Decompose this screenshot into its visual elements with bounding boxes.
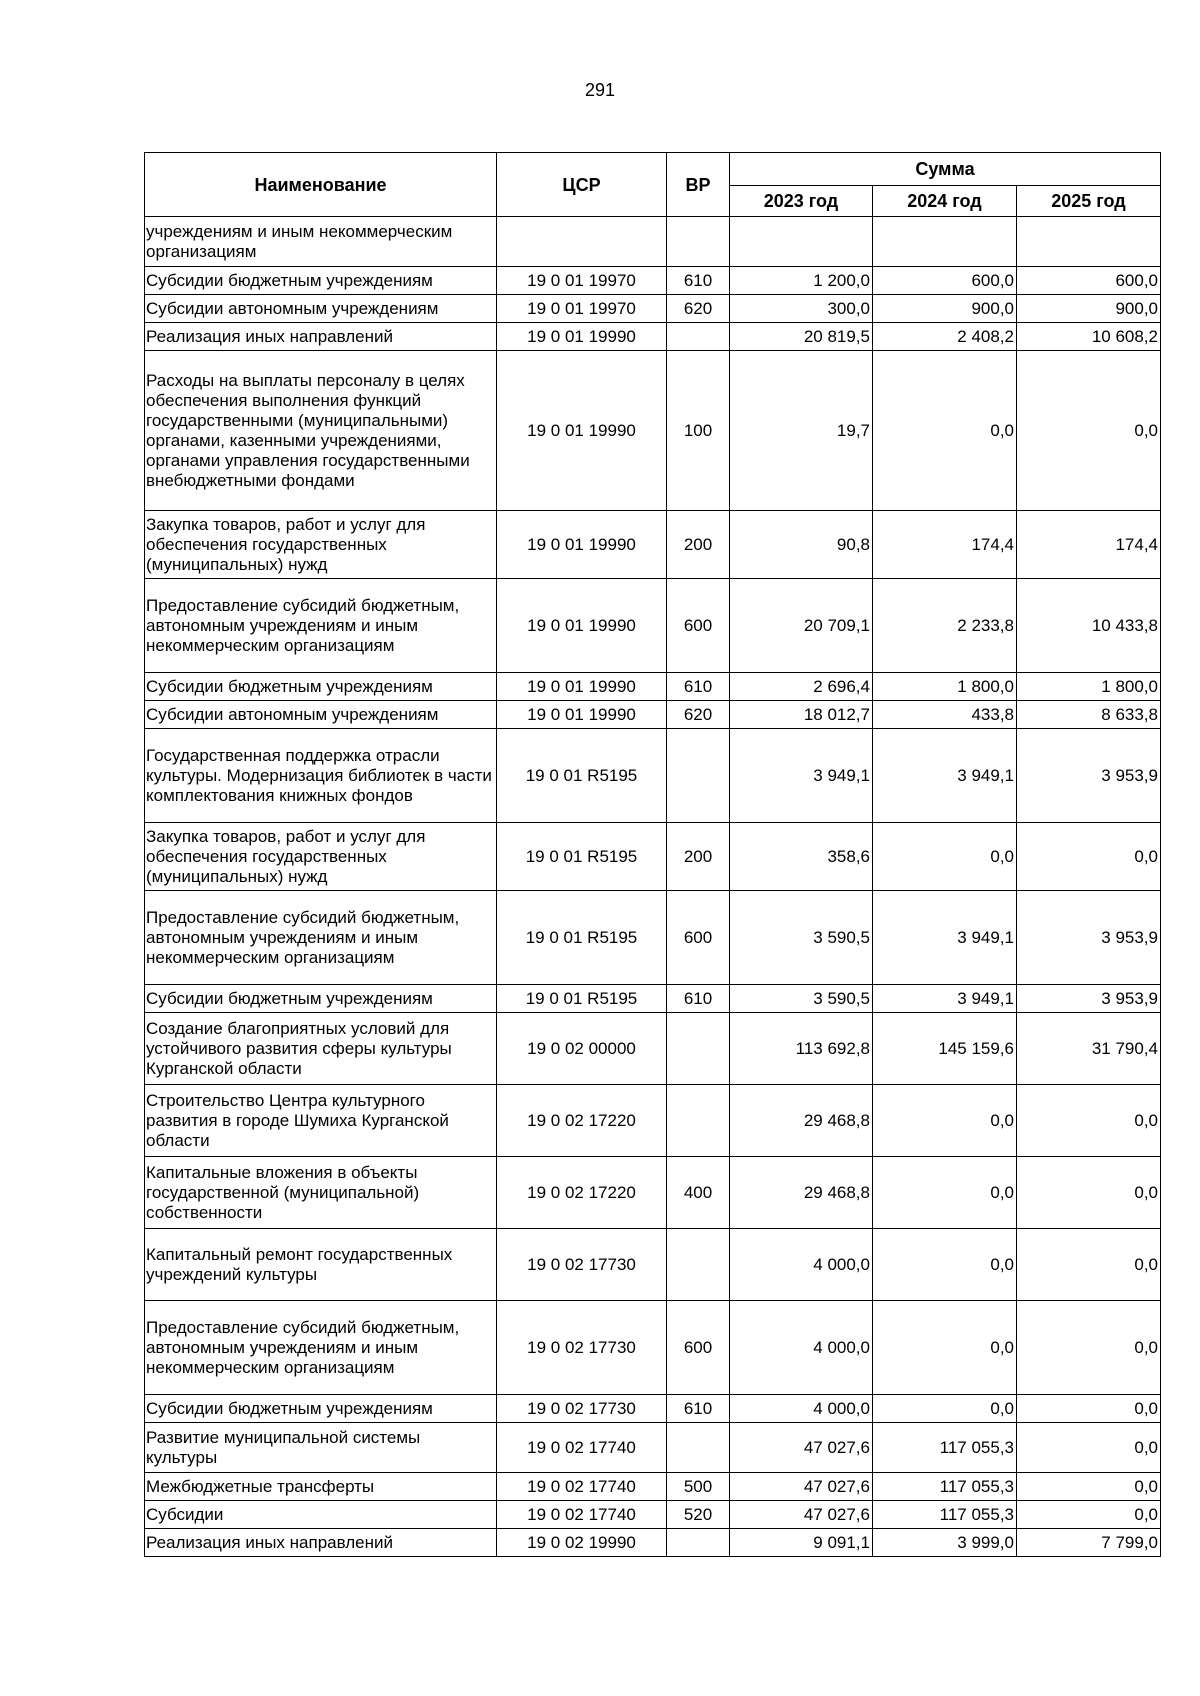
cell-2025: 174,4 bbox=[1017, 511, 1161, 579]
cell-vr: 620 bbox=[667, 295, 730, 323]
cell-csr: 19 0 01 19990 bbox=[497, 701, 667, 729]
cell-2023: 3 590,5 bbox=[730, 891, 873, 985]
table-row bbox=[145, 267, 1161, 295]
table-row bbox=[145, 1473, 1161, 1501]
cell-name: Субсидии бюджетным учреждениям bbox=[145, 1395, 497, 1423]
cell-vr: 600 bbox=[667, 579, 730, 673]
cell-csr: 19 0 02 19990 bbox=[497, 1529, 667, 1557]
cell-csr: 19 0 02 17730 bbox=[497, 1229, 667, 1301]
cell-2025: 31 790,4 bbox=[1017, 1013, 1161, 1085]
header-year-2023: 2023 год bbox=[730, 186, 873, 217]
table-row bbox=[145, 891, 1161, 985]
table-row bbox=[145, 323, 1161, 351]
cell-2024: 0,0 bbox=[873, 1229, 1017, 1301]
cell-vr: 610 bbox=[667, 673, 730, 701]
cell-csr: 19 0 01 19970 bbox=[497, 267, 667, 295]
cell-vr bbox=[667, 1529, 730, 1557]
cell-2023: 4 000,0 bbox=[730, 1395, 873, 1423]
cell-2024: 3 949,1 bbox=[873, 729, 1017, 823]
table-row bbox=[145, 1229, 1161, 1301]
cell-2025: 0,0 bbox=[1017, 823, 1161, 891]
cell-2024: 2 233,8 bbox=[873, 579, 1017, 673]
cell-2024: 174,4 bbox=[873, 511, 1017, 579]
cell-2023: 2 696,4 bbox=[730, 673, 873, 701]
cell-2025: 7 799,0 bbox=[1017, 1529, 1161, 1557]
cell-csr bbox=[497, 217, 667, 267]
cell-csr: 19 0 01 R5195 bbox=[497, 891, 667, 985]
cell-2023: 1 200,0 bbox=[730, 267, 873, 295]
cell-name: Предоставление субсидий бюджетным, автономным учреждениям и иным некоммерческим организациям bbox=[145, 891, 497, 985]
table-row bbox=[145, 701, 1161, 729]
cell-vr: 100 bbox=[667, 351, 730, 511]
cell-name: Закупка товаров, работ и услуг для обеспечения государственных (муниципальных) нужд bbox=[145, 823, 497, 891]
cell-2025: 0,0 bbox=[1017, 1157, 1161, 1229]
cell-vr: 610 bbox=[667, 985, 730, 1013]
cell-2023: 3 949,1 bbox=[730, 729, 873, 823]
cell-vr bbox=[667, 323, 730, 351]
cell-2024: 117 055,3 bbox=[873, 1473, 1017, 1501]
cell-csr: 19 0 01 19970 bbox=[497, 295, 667, 323]
table-row bbox=[145, 729, 1161, 823]
cell-2025: 10 608,2 bbox=[1017, 323, 1161, 351]
cell-2023: 29 468,8 bbox=[730, 1157, 873, 1229]
table-row bbox=[145, 985, 1161, 1013]
cell-2025: 0,0 bbox=[1017, 351, 1161, 511]
cell-2025: 0,0 bbox=[1017, 1229, 1161, 1301]
cell-csr: 19 0 01 19990 bbox=[497, 673, 667, 701]
table-row bbox=[145, 673, 1161, 701]
cell-name: Капитальный ремонт государственных учреждений культуры bbox=[145, 1229, 497, 1301]
cell-2023: 19,7 bbox=[730, 351, 873, 511]
cell-2025: 900,0 bbox=[1017, 295, 1161, 323]
cell-csr: 19 0 01 19990 bbox=[497, 323, 667, 351]
cell-2025: 1 800,0 bbox=[1017, 673, 1161, 701]
cell-csr: 19 0 02 00000 bbox=[497, 1013, 667, 1085]
cell-2024: 117 055,3 bbox=[873, 1501, 1017, 1529]
cell-name: Предоставление субсидий бюджетным, автономным учреждениям и иным некоммерческим организациям bbox=[145, 1301, 497, 1395]
cell-name: Субсидии автономным учреждениям bbox=[145, 701, 497, 729]
header-year-2025: 2025 год bbox=[1017, 186, 1161, 217]
cell-2025: 0,0 bbox=[1017, 1501, 1161, 1529]
cell-2023: 3 590,5 bbox=[730, 985, 873, 1013]
page-number: 291 bbox=[584, 80, 616, 100]
cell-2025: 0,0 bbox=[1017, 1423, 1161, 1473]
cell-2025: 3 953,9 bbox=[1017, 891, 1161, 985]
cell-2025: 600,0 bbox=[1017, 267, 1161, 295]
cell-2023: 20 709,1 bbox=[730, 579, 873, 673]
cell-2024 bbox=[873, 217, 1017, 267]
cell-name: Субсидии bbox=[145, 1501, 497, 1529]
cell-vr: 200 bbox=[667, 511, 730, 579]
table-body bbox=[145, 217, 1161, 1557]
cell-2024: 0,0 bbox=[873, 823, 1017, 891]
cell-2025: 0,0 bbox=[1017, 1301, 1161, 1395]
table-row bbox=[145, 295, 1161, 323]
cell-2023: 113 692,8 bbox=[730, 1013, 873, 1085]
table-row bbox=[145, 1301, 1161, 1395]
cell-name: Субсидии автономным учреждениям bbox=[145, 295, 497, 323]
cell-vr: 610 bbox=[667, 267, 730, 295]
table-row bbox=[145, 1085, 1161, 1157]
cell-vr bbox=[667, 217, 730, 267]
cell-csr: 19 0 02 17730 bbox=[497, 1301, 667, 1395]
header-year-2024: 2024 год bbox=[873, 186, 1017, 217]
cell-2023: 9 091,1 bbox=[730, 1529, 873, 1557]
cell-csr: 19 0 01 R5195 bbox=[497, 823, 667, 891]
cell-2024: 145 159,6 bbox=[873, 1013, 1017, 1085]
cell-csr: 19 0 01 19990 bbox=[497, 511, 667, 579]
cell-csr: 19 0 01 R5195 bbox=[497, 985, 667, 1013]
table-row bbox=[145, 1157, 1161, 1229]
cell-name: Закупка товаров, работ и услуг для обеспечения государственных (муниципальных) нужд bbox=[145, 511, 497, 579]
cell-2025 bbox=[1017, 217, 1161, 267]
budget-table bbox=[144, 152, 1161, 1557]
cell-2024: 433,8 bbox=[873, 701, 1017, 729]
cell-2023: 47 027,6 bbox=[730, 1473, 873, 1501]
header-vr: ВР bbox=[667, 153, 730, 217]
table-row bbox=[145, 579, 1161, 673]
cell-2024: 0,0 bbox=[873, 1085, 1017, 1157]
table-row bbox=[145, 511, 1161, 579]
cell-name: Развитие муниципальной системы культуры bbox=[145, 1423, 497, 1473]
cell-2025: 0,0 bbox=[1017, 1085, 1161, 1157]
cell-csr: 19 0 02 17220 bbox=[497, 1085, 667, 1157]
cell-2023: 47 027,6 bbox=[730, 1501, 873, 1529]
cell-2023: 20 819,5 bbox=[730, 323, 873, 351]
cell-csr: 19 0 01 19990 bbox=[497, 351, 667, 511]
cell-2024: 0,0 bbox=[873, 1301, 1017, 1395]
cell-2024: 2 408,2 bbox=[873, 323, 1017, 351]
cell-csr: 19 0 02 17730 bbox=[497, 1395, 667, 1423]
cell-csr: 19 0 01 R5195 bbox=[497, 729, 667, 823]
cell-2025: 10 433,8 bbox=[1017, 579, 1161, 673]
cell-vr: 620 bbox=[667, 701, 730, 729]
cell-2023: 47 027,6 bbox=[730, 1423, 873, 1473]
cell-vr: 400 bbox=[667, 1157, 730, 1229]
cell-2023 bbox=[730, 217, 873, 267]
header-name: Наименование bbox=[145, 153, 497, 217]
header-sum: Сумма bbox=[730, 153, 1161, 186]
cell-2025: 0,0 bbox=[1017, 1395, 1161, 1423]
cell-name: Строительство Центра культурного развития в городе Шумиха Курганской области bbox=[145, 1085, 497, 1157]
cell-name: Субсидии бюджетным учреждениям bbox=[145, 985, 497, 1013]
cell-2024: 3 999,0 bbox=[873, 1529, 1017, 1557]
cell-name: учреждениям и иным некоммерческим организациям bbox=[145, 217, 497, 267]
cell-2025: 8 633,8 bbox=[1017, 701, 1161, 729]
table-row bbox=[145, 351, 1161, 511]
cell-name: Субсидии бюджетным учреждениям bbox=[145, 673, 497, 701]
cell-2024: 600,0 bbox=[873, 267, 1017, 295]
cell-vr: 600 bbox=[667, 1301, 730, 1395]
cell-vr bbox=[667, 1423, 730, 1473]
cell-vr: 500 bbox=[667, 1473, 730, 1501]
cell-name: Реализация иных направлений bbox=[145, 323, 497, 351]
cell-name: Государственная поддержка отрасли культуры. Модернизация библиотек в части комплектования книжных фондов bbox=[145, 729, 497, 823]
cell-2024: 3 949,1 bbox=[873, 891, 1017, 985]
cell-name: Субсидии бюджетным учреждениям bbox=[145, 267, 497, 295]
table-row bbox=[145, 217, 1161, 267]
cell-2024: 0,0 bbox=[873, 351, 1017, 511]
cell-vr: 610 bbox=[667, 1395, 730, 1423]
cell-2024: 0,0 bbox=[873, 1157, 1017, 1229]
cell-vr bbox=[667, 729, 730, 823]
cell-2025: 0,0 bbox=[1017, 1473, 1161, 1501]
cell-2023: 18 012,7 bbox=[730, 701, 873, 729]
cell-vr: 600 bbox=[667, 891, 730, 985]
cell-csr: 19 0 02 17740 bbox=[497, 1423, 667, 1473]
cell-2023: 90,8 bbox=[730, 511, 873, 579]
cell-2024: 1 800,0 bbox=[873, 673, 1017, 701]
cell-csr: 19 0 02 17220 bbox=[497, 1157, 667, 1229]
cell-2024: 0,0 bbox=[873, 1395, 1017, 1423]
cell-csr: 19 0 02 17740 bbox=[497, 1501, 667, 1529]
cell-2025: 3 953,9 bbox=[1017, 985, 1161, 1013]
table-row bbox=[145, 823, 1161, 891]
cell-csr: 19 0 01 19990 bbox=[497, 579, 667, 673]
table-row bbox=[145, 1395, 1161, 1423]
cell-name: Предоставление субсидий бюджетным, автономным учреждениям и иным некоммерческим организациям bbox=[145, 579, 497, 673]
cell-2025: 3 953,9 bbox=[1017, 729, 1161, 823]
cell-2023: 300,0 bbox=[730, 295, 873, 323]
cell-2023: 358,6 bbox=[730, 823, 873, 891]
cell-vr: 200 bbox=[667, 823, 730, 891]
cell-name: Капитальные вложения в объекты государственной (муниципальной) собственности bbox=[145, 1157, 497, 1229]
cell-2024: 900,0 bbox=[873, 295, 1017, 323]
table-row bbox=[145, 1501, 1161, 1529]
cell-name: Расходы на выплаты персоналу в целях обеспечения выполнения функций государственными (муниципальными) органами, казенными учреждениями, органами управления государственными внебюджетными фондами bbox=[145, 351, 497, 511]
cell-name: Межбюджетные трансферты bbox=[145, 1473, 497, 1501]
table-row bbox=[145, 1529, 1161, 1557]
header-csr: ЦСР bbox=[497, 153, 667, 217]
cell-csr: 19 0 02 17740 bbox=[497, 1473, 667, 1501]
table-row bbox=[145, 1013, 1161, 1085]
cell-vr bbox=[667, 1013, 730, 1085]
cell-2024: 3 949,1 bbox=[873, 985, 1017, 1013]
cell-2024: 117 055,3 bbox=[873, 1423, 1017, 1473]
cell-name: Создание благоприятных условий для устойчивого развития сферы культуры Курганской области bbox=[145, 1013, 497, 1085]
cell-2023: 4 000,0 bbox=[730, 1229, 873, 1301]
table-row bbox=[145, 1423, 1161, 1473]
cell-vr bbox=[667, 1229, 730, 1301]
cell-vr bbox=[667, 1085, 730, 1157]
cell-2023: 29 468,8 bbox=[730, 1085, 873, 1157]
cell-2023: 4 000,0 bbox=[730, 1301, 873, 1395]
header-row bbox=[145, 153, 1161, 186]
cell-name: Реализация иных направлений bbox=[145, 1529, 497, 1557]
cell-vr: 520 bbox=[667, 1501, 730, 1529]
